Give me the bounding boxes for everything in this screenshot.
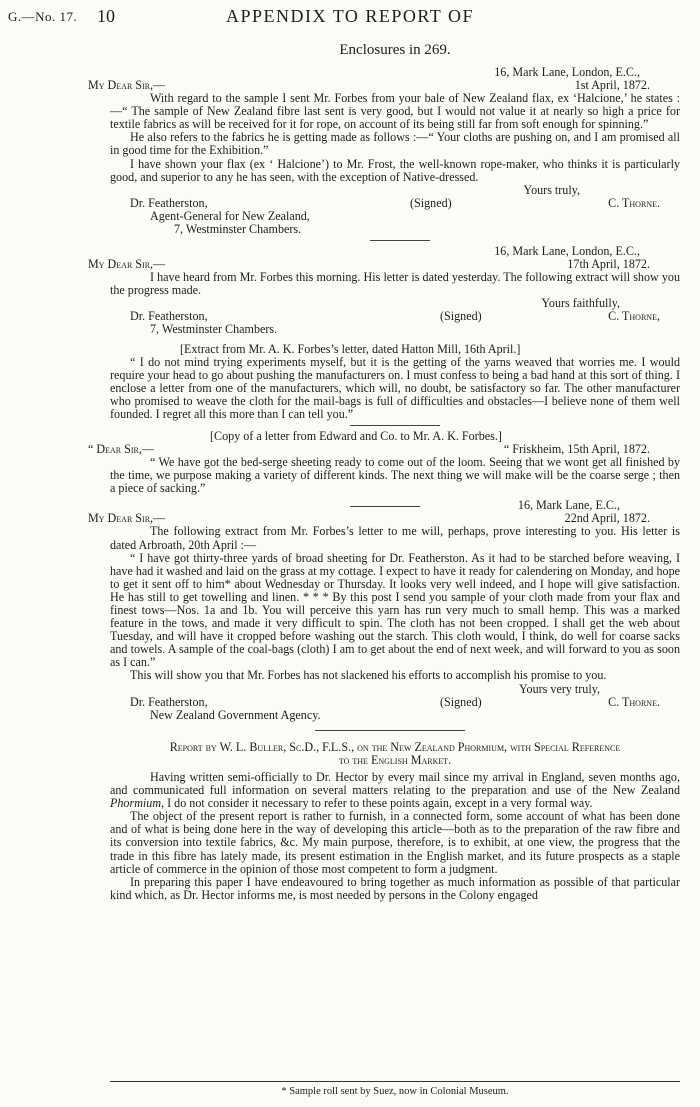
divider (370, 240, 430, 241)
document-reference: G.—No. 17. (8, 9, 78, 24)
letter-date: 22nd April, 1872. (564, 511, 650, 526)
report-paragraph: The object of the present report is rather to furnish, in a connected form, some account of what has been done and of what is being done here in the way of developing this article—both as to the preparation of the raw fibre and its conversion into textile fabrics, &c. My main purpose, therefore, is to exhibit, at one view, the progress that the trade in this fibre has lately made, its present estimation in the English market, and its future prospects as a staple article of commerce in the opinion of those most competent to form a judgment. (110, 809, 680, 876)
copy-edward-letter (88, 429, 680, 496)
report-paragraph: , I do not consider it necessary to refer to these points again, except in a very formal way. (161, 796, 593, 811)
letter-date: “ Friskheim, 15th April, 1872. (503, 442, 650, 457)
letter-paragraph: With regard to the sample I sent Mr. Forbes from your bale of New Zealand flax, ex ‘Halcione,’ he states :—“ The sample of New Zealand fibre last sent is very good, but I would not value it at nearly so high a price for textile fabrics as will be received for it for rope, on account of its being still far from soft enough for spinning.” (110, 91, 680, 132)
report-heading: Report by W. L. Buller, Sc.D., F.L.S., on the New Zealand Phormium, with Special Reference (169, 739, 621, 754)
letter-1 (88, 65, 680, 236)
page-number: 10 (97, 6, 115, 26)
letter-salutation: My Dear Sir,— (88, 257, 166, 272)
letter-paragraph: He also refers to the fabrics he is getting made as follows :—“ Your cloths are pushing on, and I am promised all in good time for the Exhibition.” (110, 130, 680, 158)
letter-salutation: My Dear Sir,— (88, 78, 166, 93)
phormium-term: Phormium (110, 796, 162, 811)
page-title: APPENDIX TO REPORT OF (226, 6, 474, 26)
letter-address: 16, Mark Lane, E.C., (517, 498, 620, 513)
letter-recipient-line: 7, Westminster Chambers. (174, 221, 302, 236)
letter-salutation: “ Dear Sir,— (88, 442, 154, 457)
letter-paragraph: I have shown your flax (ex ‘ Halcione’) to Mr. Frost, the well-known rope-maker, who thinks it is particularly good, and superior to any he has seen, with the exception of Native-dressed. (110, 156, 680, 184)
copy-heading: [Copy of a letter from Edward and Co. to Mr. A. K. Forbes.] (210, 429, 502, 444)
divider (315, 730, 465, 731)
footnote-rule (110, 1081, 680, 1082)
letter-2 (88, 244, 680, 337)
letter-date: 17th April, 1872. (567, 257, 650, 272)
report-paragraph: In preparing this paper I have endeavoured to bring together as much information as possible of that particular kind which, as Dr. Hector informs me, is most needed by persons in the Colony engaged (110, 874, 680, 902)
letter-address: 16, Mark Lane, London, E.C., (494, 244, 640, 259)
letter-closing: Yours truly, (523, 182, 580, 197)
extract-paragraph: “ I do not mind trying experiments myself, but it is the getting of the yarns weaved that worries me. I would require your head to go about pushing the manufacturers on. I must confess to being a bad hand at this sort of thing. I enclose a letter from one of the manufacturers, which will, no doubt, be satisfactory so far. The other manufacturer who promised to weave the cloth for the mail-bags is full of difficulties and obstacles—I believe none of them well founded. I regret all this more than I can tell you.” (110, 354, 680, 421)
enclosures-title: Enclosures in 269. (339, 42, 451, 58)
report-heading: to the English Market. (338, 752, 452, 767)
letter-recipient: Dr. Featherston, (130, 309, 208, 324)
letter-paragraph: I have heard from Mr. Forbes this morning. His letter is dated yesterday. The following extract will show you the progress made. (110, 270, 680, 298)
letter-recipient-line: Agent-General for New Zealand, (150, 208, 310, 223)
letter-date: 1st April, 1872. (574, 78, 650, 93)
letter-paragraph: “ I have got thirty-three yards of broad sheeting for Dr. Featherston. As it had to be starched before weaving, I have had it washed and laid on the grass at my cottage. I expect to have it ready for calendering on Monday, and hope to get it sent off to him* about Wednesday or Thursday. It looks very well indeed, and I hope will give satisfaction. He has still to get towelling and linen. * * * By this post I send you sample of your cloth made from your flax and finest tows—Nos. 1a and 1b. You will perceive this yarn has run very much to small hemp. This was a marked feature in the tows, and made it very difficult to spin. The cloth has not been cropped. I shall get the web about Tuesday, and will have it cropped before washing out the starch. This cloth would, I think, do well for coarse sacks and towels. A sample of the coal-bags (cloth) I am to get about the end of next week, and will forward to you as soon as I can.” (110, 550, 680, 670)
page-header (0, 6, 700, 28)
extract-forbes (110, 343, 680, 422)
letter-signer: C. Thorne. (608, 694, 660, 709)
page-body (88, 42, 680, 906)
letter-signer: C. Thorne, (608, 309, 660, 324)
divider (350, 425, 440, 426)
signed-label: (Signed) (440, 309, 482, 324)
letter-signer: C. Thorne. (608, 195, 660, 210)
letter-paragraph: This will show you that Mr. Forbes has not slackened his efforts to accomplish his promise to you. (130, 668, 607, 683)
extract-heading: [Extract from Mr. A. K. Forbes’s letter, dated Hatton Mill, 16th April.] (180, 341, 521, 356)
letter-recipient: Dr. Featherston, (130, 195, 208, 210)
letter-closing: Yours very truly, (519, 681, 600, 696)
letter-salutation: My Dear Sir,— (88, 511, 166, 526)
letter-3 (88, 498, 680, 722)
letter-recipient: Dr. Featherston, (130, 694, 208, 709)
divider (350, 506, 420, 507)
report-paragraph: Having written semi-officially to Dr. Hector by every mail since my arrival in England, seven months ago, and communicated full information on several matters relating to the preparation and use of the New Zealand (110, 769, 680, 798)
footnote: * Sample roll sent by Suez, now in Colonial Museum. (281, 1086, 509, 1097)
letter-recipient-line: 7, Westminster Chambers. (150, 322, 278, 337)
copy-paragraph: “ We have got the bed-serge sheeting ready to come out of the loom. Seeing that we wont get all finished by the time, we purpose making a variety of different kinds. The next thing we will make will be the coarse serge ; then a piece of sacking.” (110, 455, 680, 496)
signed-label: (Signed) (440, 694, 482, 709)
letter-paragraph: The following extract from Mr. Forbes’s letter to me will, perhaps, prove interesting to you. His letter is dated Arbroath, 20th April :— (110, 524, 680, 552)
letter-closing: Yours faithfully, (541, 296, 620, 311)
report-section (110, 741, 680, 902)
letter-recipient-line: New Zealand Government Agency. (150, 707, 321, 722)
letter-address: 16, Mark Lane, London, E.C., (494, 65, 640, 79)
signed-label: (Signed) (410, 195, 452, 210)
